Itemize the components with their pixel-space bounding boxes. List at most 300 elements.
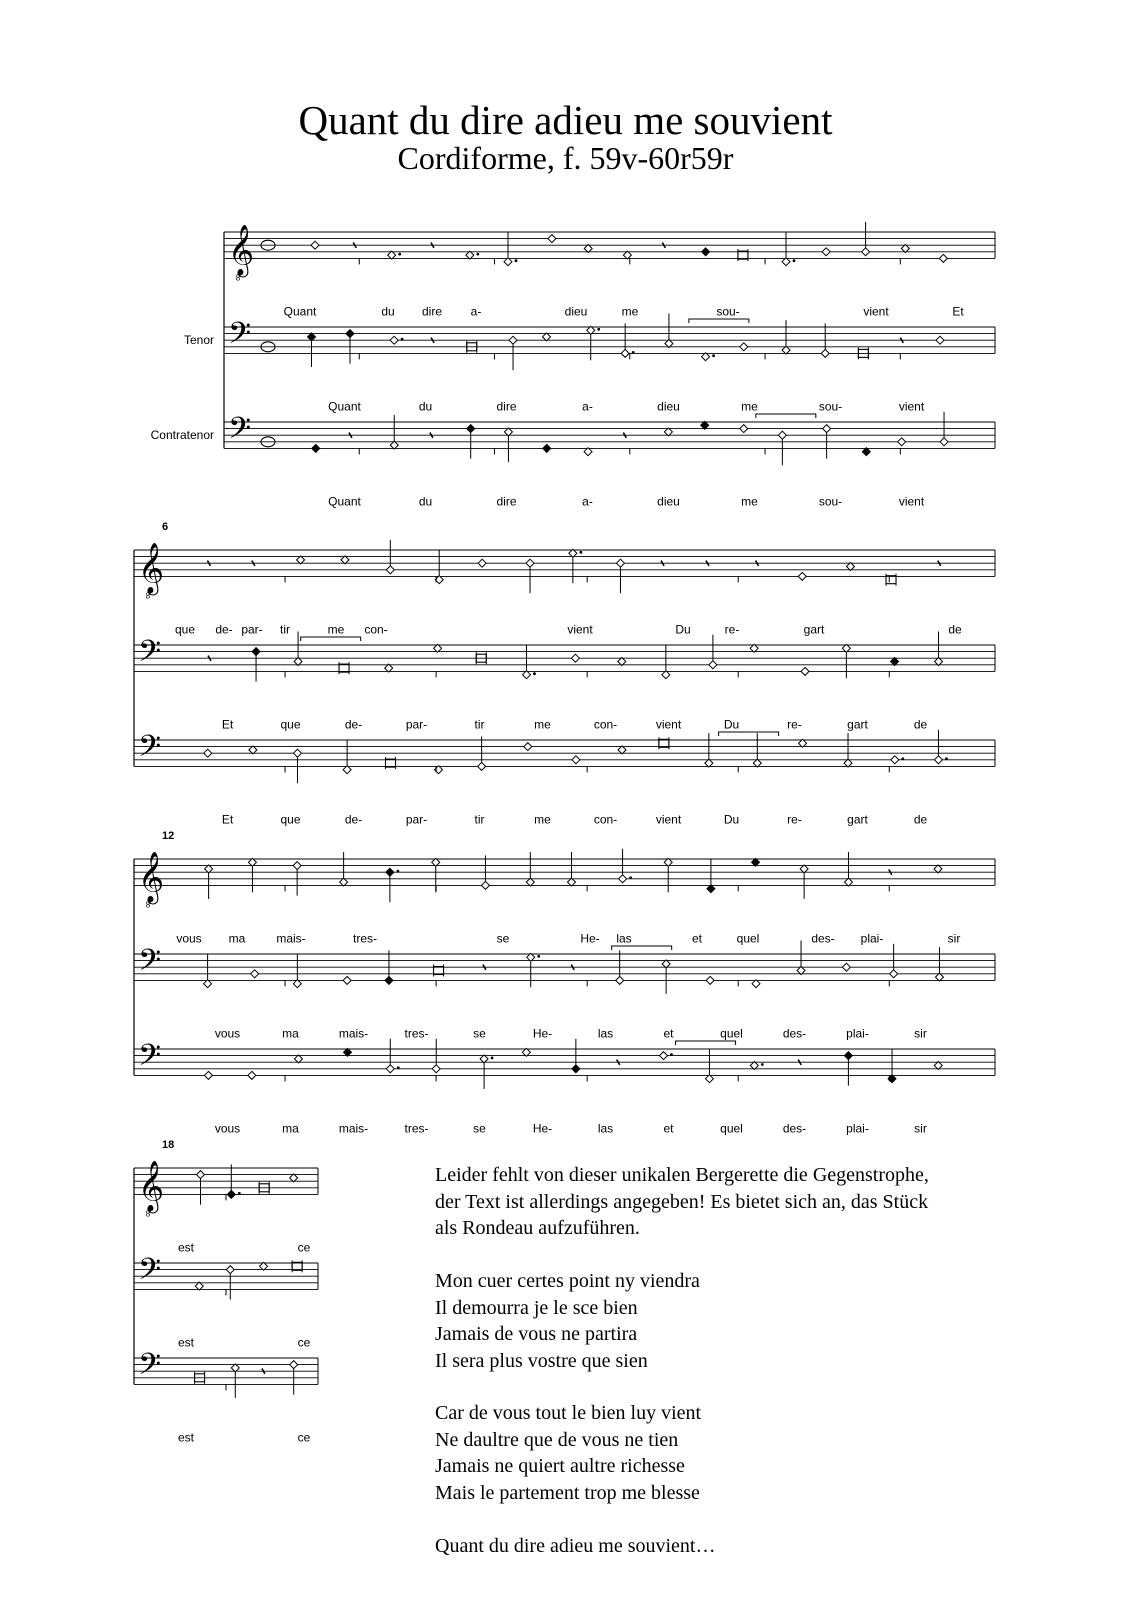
dot-mark: [632, 351, 635, 354]
lyric-syllable: He-: [532, 1121, 553, 1136]
lozenge-note: [822, 248, 830, 256]
lozenge-note: [293, 980, 301, 988]
lozenge-note: [509, 336, 517, 344]
lozenge-note: [524, 743, 532, 751]
lyric-syllable: de-: [215, 622, 233, 637]
dot-mark: [515, 259, 518, 262]
lozenge-note: [467, 425, 475, 433]
lozenge-note: [311, 241, 319, 249]
lozenge-note: [297, 556, 305, 564]
lozenge-note: [226, 1266, 234, 1274]
bass-clef-icon: 𝄢: [228, 410, 252, 452]
lozenge-note: [231, 1364, 239, 1372]
dot-mark: [945, 757, 948, 760]
lyric-syllable: Quant: [328, 494, 361, 509]
lozenge-note: [251, 970, 259, 978]
lyric-syllable: ma: [228, 931, 246, 946]
lozenge-note: [432, 858, 440, 866]
lyric-syllable: des-: [782, 1121, 807, 1136]
staff: [224, 411, 995, 465]
lozenge-note: [662, 960, 670, 968]
lozenge-note: [388, 251, 396, 259]
lozenge-note: [343, 976, 351, 984]
system-4: [134, 1161, 318, 1398]
lozenge-note: [891, 756, 899, 764]
lozenge-note: [934, 756, 942, 764]
treble-clef-icon: 𝄞: [138, 852, 165, 902]
lyric-syllable: He-: [532, 1026, 553, 1041]
staff: [134, 1038, 995, 1089]
lyric-syllable: las: [597, 1121, 614, 1136]
lozenge-note: [293, 862, 301, 870]
lyric-syllable: de: [948, 622, 962, 637]
lozenge-note: [891, 658, 899, 666]
lozenge-note: [618, 746, 626, 754]
lyric-syllable: plai-: [846, 1026, 869, 1041]
dot-mark: [491, 1057, 494, 1060]
ligature-bracket: [756, 414, 816, 418]
measure-number: 6: [162, 521, 169, 533]
lyric-syllable: sou-: [818, 494, 843, 509]
bass-clef-icon: 𝄢: [138, 1037, 162, 1079]
lozenge-note: [846, 563, 854, 571]
lozenge-note: [504, 428, 512, 436]
lozenge-note: [542, 333, 550, 341]
lozenge-note: [707, 885, 715, 893]
lyric-syllable: mais-: [338, 1026, 369, 1041]
lozenge-note: [702, 353, 710, 361]
lozenge-note: [346, 330, 354, 338]
dot-mark: [901, 757, 904, 760]
lozenge-note: [205, 865, 213, 873]
treble-clef-icon: 𝄞: [138, 1161, 165, 1211]
lyric-syllable: Quant: [283, 304, 317, 319]
lozenge-note: [385, 976, 393, 984]
lozenge-note: [844, 1052, 852, 1060]
lyric-syllable: Et: [221, 812, 234, 827]
lozenge-note: [821, 349, 829, 357]
lyric-syllable: tres-: [353, 931, 377, 946]
lozenge-note: [934, 865, 942, 873]
lozenge-note: [797, 967, 805, 975]
lyric-syllable: a-: [582, 494, 593, 509]
lyric-syllable: me: [327, 622, 345, 637]
lyric-syllable: du: [418, 494, 433, 509]
dot-mark: [401, 338, 404, 341]
lyric-syllable: dire: [421, 304, 443, 319]
lozenge-note: [572, 756, 580, 764]
lyric-syllable: gart: [803, 622, 825, 637]
lyric-syllable: de-: [344, 717, 363, 732]
lyric-syllable: et: [663, 1121, 674, 1136]
lozenge-note: [898, 438, 906, 446]
lozenge-note: [782, 346, 790, 354]
note-line: der Text ist allerdings angegeben! Es bietet sich an, das Stück: [435, 1190, 929, 1213]
note-line: als Rondeau aufzuführen.: [435, 1217, 640, 1239]
lozenge-note: [800, 865, 808, 873]
system-2: [134, 540, 995, 783]
lozenge-note: [709, 661, 717, 669]
lozenge-note: [527, 953, 535, 961]
lyric-syllable: dieu: [657, 399, 680, 414]
ligature-bracket: [612, 946, 672, 950]
voice-name-tenor: Tenor: [183, 333, 214, 348]
lyric-syllable: tres-: [404, 1121, 429, 1136]
lyric-syllable: ce: [297, 1430, 311, 1445]
lozenge-note: [386, 1065, 394, 1073]
lozenge-note: [478, 762, 486, 770]
lozenge-note: [390, 336, 398, 344]
lozenge-note: [432, 1065, 440, 1073]
verse-line: Jamais de vous ne partira: [435, 1323, 638, 1345]
lozenge-note: [752, 858, 760, 866]
lozenge-note: [616, 559, 624, 567]
lozenge-note: [702, 248, 710, 256]
lozenge-note: [664, 428, 672, 436]
lyric-syllable: ma: [282, 1026, 299, 1041]
lyric-syllable: par-: [405, 812, 428, 827]
lyric-syllable: est: [177, 1430, 195, 1445]
lozenge-note: [665, 340, 673, 348]
lozenge-note: [196, 1171, 204, 1179]
lyric-syllable: Du: [723, 717, 740, 732]
dot-mark: [670, 1053, 673, 1056]
staff: [224, 314, 995, 371]
lozenge-note: [940, 438, 948, 446]
lozenge-note: [248, 1071, 256, 1079]
dot-mark: [396, 870, 399, 873]
lyric-syllable: me: [534, 812, 551, 827]
lyric-syllable: que: [174, 622, 196, 637]
lyric-syllable: est: [177, 1240, 195, 1255]
lyric-syllable: a-: [470, 304, 482, 319]
lyric-syllable: me: [741, 494, 758, 509]
breve-note: [339, 664, 349, 672]
lozenge-note: [842, 963, 850, 971]
lozenge-note: [778, 431, 786, 439]
lozenge-note: [939, 254, 947, 262]
staff: [134, 849, 995, 905]
lozenge-note: [660, 1052, 668, 1060]
lyric-syllable: dieu: [564, 304, 588, 319]
bass-clef-icon: 𝄢: [138, 728, 162, 770]
lozenge-note: [935, 973, 943, 981]
lozenge-note: [466, 251, 474, 259]
lyric-syllable: con-: [593, 812, 618, 827]
lozenge-note: [890, 970, 898, 978]
lyric-syllable: se: [473, 1121, 486, 1136]
lozenge-note: [344, 1048, 352, 1056]
ligature-bracket: [676, 1041, 736, 1045]
lozenge-note: [782, 258, 790, 266]
lozenge-note: [862, 448, 870, 456]
lozenge-note: [504, 258, 512, 266]
lozenge-note: [249, 746, 257, 754]
lozenge-note: [340, 878, 348, 886]
lyric-syllable: de-: [344, 812, 363, 827]
lozenge-note: [386, 868, 394, 876]
lozenge-note: [623, 251, 631, 259]
lyric-syllable: me: [741, 399, 758, 414]
lozenge-note: [842, 644, 850, 652]
lozenge-note: [227, 1190, 235, 1198]
stanza-2: [435, 1400, 1035, 1506]
lyric-syllable: vous: [214, 1026, 241, 1041]
lyric-syllable: de: [913, 812, 928, 827]
lozenge-note: [522, 671, 530, 679]
lozenge-note: [548, 235, 556, 243]
lyric-syllable: Quant: [328, 399, 361, 414]
lyric-syllable: quel: [720, 1026, 743, 1041]
lyric-syllable: quel: [736, 931, 760, 946]
lyric-syllable: Et: [952, 304, 964, 319]
lyric-syllable: des-: [782, 1026, 807, 1041]
lyric-syllable: las: [597, 1026, 614, 1041]
lozenge-note: [434, 644, 442, 652]
lyric-syllable: vient: [655, 812, 682, 827]
lyric-syllable: vient: [898, 494, 925, 509]
editorial-note: [435, 1162, 1035, 1242]
lozenge-note: [543, 444, 551, 452]
lozenge-note: [343, 766, 351, 774]
lyric-syllable: me: [621, 304, 639, 319]
lozenge-note: [936, 336, 944, 344]
breve-note: [292, 1262, 302, 1270]
lozenge-note: [664, 858, 672, 866]
bass-clef-icon: 𝄢: [138, 1346, 162, 1388]
lyric-syllable: sou-: [716, 304, 740, 319]
system-1: [224, 222, 995, 465]
ligature-bracket: [689, 319, 749, 323]
lyric-syllable: vient: [567, 622, 593, 637]
lyric-syllable: re-: [787, 717, 802, 732]
lozenge-note: [799, 739, 807, 747]
lozenge-note: [294, 658, 302, 666]
lyric-syllable: tir: [280, 622, 290, 637]
lozenge-note: [705, 1075, 713, 1083]
lozenge-note: [572, 1065, 580, 1073]
dot-mark: [597, 328, 600, 331]
lozenge-note: [619, 875, 627, 883]
lozenge-note: [480, 1055, 488, 1063]
lozenge-note: [584, 448, 592, 456]
lyric-syllable: dire: [496, 399, 517, 414]
lozenge-note: [750, 644, 758, 652]
lozenge-note: [248, 858, 256, 866]
verse-line: Mon cuer certes point ny viendra: [435, 1270, 700, 1292]
dot-mark: [533, 672, 536, 675]
lozenge-note: [526, 878, 534, 886]
lyric-syllable: que: [280, 717, 301, 732]
dot-mark: [761, 1063, 764, 1066]
breve-note: [386, 759, 396, 767]
verse-line: Il sera plus vostre que sien: [435, 1349, 648, 1372]
treble-clef-icon: 𝄞: [228, 225, 255, 275]
lyric-syllable: par-: [405, 717, 428, 732]
staff: [224, 222, 995, 278]
staff: [134, 540, 995, 596]
lyric-syllable: re-: [724, 622, 740, 637]
lyric-syllable: sir: [914, 1121, 927, 1136]
lyric-syllable: se: [473, 1026, 486, 1041]
piece-title: Quant du dire adieu me souvient: [298, 97, 833, 143]
lyric-syllable: con-: [364, 622, 388, 637]
lyric-syllable: se: [496, 931, 510, 946]
treble-clef-icon: 𝄞: [138, 543, 165, 593]
dot-mark: [398, 253, 401, 256]
lyric-syllable: ma: [282, 1121, 299, 1136]
lyric-syllable: par-: [241, 622, 263, 637]
bass-clef-icon: 𝄢: [138, 1251, 162, 1293]
lozenge-note: [844, 878, 852, 886]
lozenge-note: [621, 349, 629, 357]
breve-note: [738, 251, 748, 259]
lyric-syllable: He-: [580, 931, 600, 946]
lyric-syllable: vient: [655, 717, 682, 732]
lozenge-note: [204, 749, 212, 757]
lozenge-note: [752, 980, 760, 988]
lozenge-note: [801, 667, 809, 675]
lyric-syllable: plai-: [846, 1121, 869, 1136]
lozenge-note: [569, 549, 577, 557]
dot-mark: [397, 1066, 400, 1069]
refrain-line: Quant du dire adieu me souvient…: [435, 1535, 716, 1557]
octave-mark: 8: [235, 273, 241, 283]
lyric-syllable: et: [691, 931, 703, 946]
lyric-syllable: tir: [474, 812, 485, 827]
stanza-1: [435, 1268, 1035, 1374]
staff: [134, 941, 995, 994]
lyric-syllable: re-: [787, 812, 802, 827]
lyric-syllable: gart: [847, 717, 868, 732]
lozenge-note: [195, 1282, 203, 1290]
lozenge-note: [901, 245, 909, 253]
lyric-syllable: dieu: [657, 494, 680, 509]
lozenge-note: [290, 1174, 298, 1182]
lozenge-note: [567, 878, 575, 886]
breve-note: [886, 576, 896, 584]
lozenge-note: [935, 658, 943, 666]
lozenge-note: [390, 441, 398, 449]
octave-mark: 8: [145, 1209, 151, 1219]
bass-clef-icon: 𝄢: [138, 942, 162, 984]
lyric-syllable: mais-: [338, 1121, 369, 1136]
dot-mark: [579, 551, 582, 554]
lozenge-note: [740, 425, 748, 433]
lyric-syllable: vous: [176, 931, 202, 946]
breve-note: [659, 739, 669, 747]
lyric-syllable: que: [280, 812, 301, 827]
piece-source: Cordiforme, f. 59v-60r59r: [397, 140, 734, 176]
dot-mark: [476, 253, 479, 256]
verse-line: Ne daultre que de vous ne tien: [435, 1428, 679, 1451]
ligature-bracket: [301, 637, 361, 641]
lozenge-note: [385, 664, 393, 672]
measure-number: 18: [162, 1139, 175, 1151]
dot-mark: [793, 259, 796, 262]
lozenge-note: [587, 326, 595, 334]
lozenge-note: [934, 1062, 942, 1070]
lyric-syllable: vous: [214, 1121, 241, 1136]
lozenge-note: [386, 566, 394, 574]
bass-clef-icon: 𝄢: [138, 633, 162, 675]
lyric-syllable: de: [913, 717, 928, 732]
breve-note: [434, 967, 444, 975]
lozenge-note: [478, 559, 486, 567]
verse-line: Car de vous tout le bien luy vient: [435, 1402, 702, 1424]
lyric-syllable: Et: [221, 717, 234, 732]
lyric-syllable: Du: [723, 812, 740, 827]
lyric-syllable: a-: [582, 399, 593, 414]
lyric-syllable: sir: [947, 931, 961, 946]
octave-mark: 8: [145, 900, 151, 910]
lozenge-note: [740, 343, 748, 351]
lozenge-note: [526, 559, 534, 567]
lyric-syllable: plai-: [860, 931, 884, 946]
voice-name-contratenor: Contratenor: [150, 428, 214, 443]
lozenge-note: [252, 648, 260, 656]
note-line: Leider fehlt von dieser unikalen Bergerette die Gegenstrophe,: [435, 1164, 929, 1186]
lyric-syllable: ce: [297, 1240, 311, 1255]
lozenge-note: [701, 421, 709, 429]
lozenge-note: [341, 556, 349, 564]
staff: [134, 632, 995, 682]
ligature-bracket: [719, 732, 779, 736]
lyric-syllable: me: [534, 717, 551, 732]
lyric-syllable: du: [418, 399, 433, 414]
lyric-syllable: vient: [898, 399, 925, 414]
dot-mark: [712, 354, 715, 357]
bass-clef-icon: 𝄢: [228, 315, 252, 357]
lozenge-note: [260, 1262, 268, 1270]
lozenge-note: [293, 749, 301, 757]
lozenge-note: [616, 976, 624, 984]
lozenge-note: [312, 444, 320, 452]
verse-line: Il demourra je le sce bien: [435, 1296, 638, 1319]
lozenge-note: [823, 425, 831, 433]
verse-line: Jamais ne quiert aultre richesse: [435, 1455, 685, 1477]
dot-mark: [629, 876, 632, 879]
lozenge-note: [862, 248, 870, 256]
lyric-syllable: sou-: [818, 399, 843, 414]
lyric-syllable: vient: [863, 304, 889, 319]
lyric-syllable: des-: [811, 931, 835, 946]
lyric-syllable: gart: [847, 812, 868, 827]
lozenge-note: [290, 1361, 298, 1369]
measure-number: 12: [162, 830, 175, 842]
lyric-syllable: tir: [474, 717, 485, 732]
lozenge-note: [294, 1055, 302, 1063]
lyric-syllable: mais-: [276, 931, 306, 946]
staff: [134, 1161, 318, 1213]
lozenge-note: [584, 245, 592, 253]
lozenge-note: [571, 654, 579, 662]
lozenge-note: [750, 1062, 758, 1070]
lyric-syllable: con-: [593, 717, 618, 732]
lozenge-note: [798, 572, 806, 580]
dot-mark: [537, 955, 540, 958]
lozenge-note: [308, 333, 316, 341]
lyric-syllable: las: [616, 931, 632, 946]
staff: [134, 1347, 318, 1398]
lozenge-note: [662, 671, 670, 679]
lozenge-note: [522, 1048, 530, 1056]
lozenge-note: [753, 759, 761, 767]
system-3: [134, 849, 995, 1089]
lyric-syllable: quel: [720, 1121, 743, 1136]
staff: [134, 729, 995, 783]
lozenge-note: [618, 658, 626, 666]
